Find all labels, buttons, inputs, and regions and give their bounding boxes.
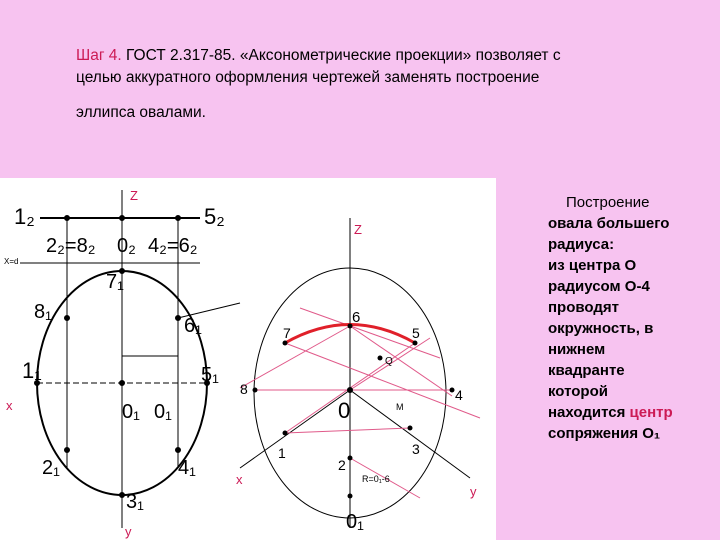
caption-line-4: из центра О bbox=[548, 257, 637, 274]
right-axonometric-view bbox=[240, 218, 480, 528]
caption-line-2: овала большего bbox=[548, 215, 670, 232]
heading-line-1 bbox=[76, 45, 676, 67]
label-6-1: 6₁ bbox=[184, 315, 202, 337]
label-0-2: 0₂ bbox=[117, 235, 136, 257]
caption-line-5: радиусом О-4 bbox=[548, 278, 650, 295]
right-label-o1: 0₁ bbox=[346, 511, 364, 533]
label-8-1: 8₁ bbox=[34, 301, 52, 323]
caption-line-11 bbox=[548, 402, 716, 423]
caption-line-8: нижнем bbox=[548, 341, 606, 358]
right-label-4: 4 bbox=[455, 387, 463, 403]
caption-line-11-b: центр bbox=[629, 404, 673, 421]
right-label-5: 5 bbox=[412, 325, 420, 341]
slide-heading bbox=[76, 45, 676, 124]
caption-line-12: сопряжения О₁ bbox=[548, 425, 661, 442]
right-label-7: 7 bbox=[283, 325, 291, 341]
caption-line-11-a: находится bbox=[548, 404, 630, 421]
heading-line-2: целью аккуратного оформления чертежей заменять построение bbox=[76, 69, 540, 87]
caption-line-6: проводят bbox=[548, 299, 619, 316]
label-4-6: 4₂=6₂ bbox=[148, 235, 198, 257]
right-label-x: x bbox=[236, 472, 243, 487]
right-label-3: 3 bbox=[412, 441, 420, 457]
right-y-axis bbox=[350, 390, 470, 478]
right-label-r: R=0₁-6 bbox=[362, 474, 390, 484]
right-construction-lines bbox=[240, 308, 480, 498]
label-3-1: 3₁ bbox=[126, 491, 144, 513]
label-5-1: 5₁ bbox=[201, 364, 219, 386]
caption-line-3: радиуса: bbox=[548, 236, 615, 253]
right-label-y: y bbox=[470, 484, 477, 499]
drawing-panel bbox=[0, 178, 496, 540]
left-labels bbox=[4, 188, 225, 539]
heading-line-3: эллипса овалами. bbox=[76, 103, 206, 121]
right-label-m: M bbox=[396, 402, 404, 412]
label-5-2: 5₂ bbox=[204, 204, 225, 229]
right-label-6: 6 bbox=[352, 309, 361, 326]
left-label-x: x bbox=[6, 398, 13, 413]
right-label-q: Q bbox=[385, 356, 393, 367]
label-4-1: 4₁ bbox=[178, 457, 196, 479]
label-0-1-a: 0₁ bbox=[122, 401, 140, 423]
label-2-1: 2₁ bbox=[42, 457, 60, 479]
caption-line-9: квадранте bbox=[548, 362, 625, 379]
caption-line-10: которой bbox=[548, 383, 608, 400]
construction-drawing bbox=[0, 178, 496, 540]
right-x-axis bbox=[240, 390, 350, 468]
label-7-1: 7₁ bbox=[106, 271, 124, 293]
label-0-1-b: 0₁ bbox=[154, 401, 172, 423]
left-label-x-eq: X=d bbox=[4, 257, 19, 266]
label-1-2: 1₂ bbox=[14, 204, 35, 229]
left-label-z: Z bbox=[130, 188, 138, 203]
label-1-1: 1₁ bbox=[22, 358, 42, 383]
heading-line-1-text: ГОСТ 2.317-85. «Аксонометрические проекции» позволяет с bbox=[121, 47, 561, 64]
right-label-0: 0 bbox=[338, 398, 351, 423]
right-label-z: Z bbox=[354, 222, 362, 237]
caption-line-1: Построение bbox=[566, 194, 650, 211]
right-label-1: 1 bbox=[278, 445, 286, 461]
label-2-8: 2₂=8₂ bbox=[46, 235, 96, 257]
right-label-2: 2 bbox=[338, 457, 346, 473]
step-label: Шаг 4. bbox=[76, 47, 122, 64]
right-label-8: 8 bbox=[240, 381, 248, 397]
caption-line-7: окружность, в bbox=[548, 320, 654, 337]
left-label-y: y bbox=[125, 524, 132, 539]
construction-caption bbox=[548, 192, 716, 444]
